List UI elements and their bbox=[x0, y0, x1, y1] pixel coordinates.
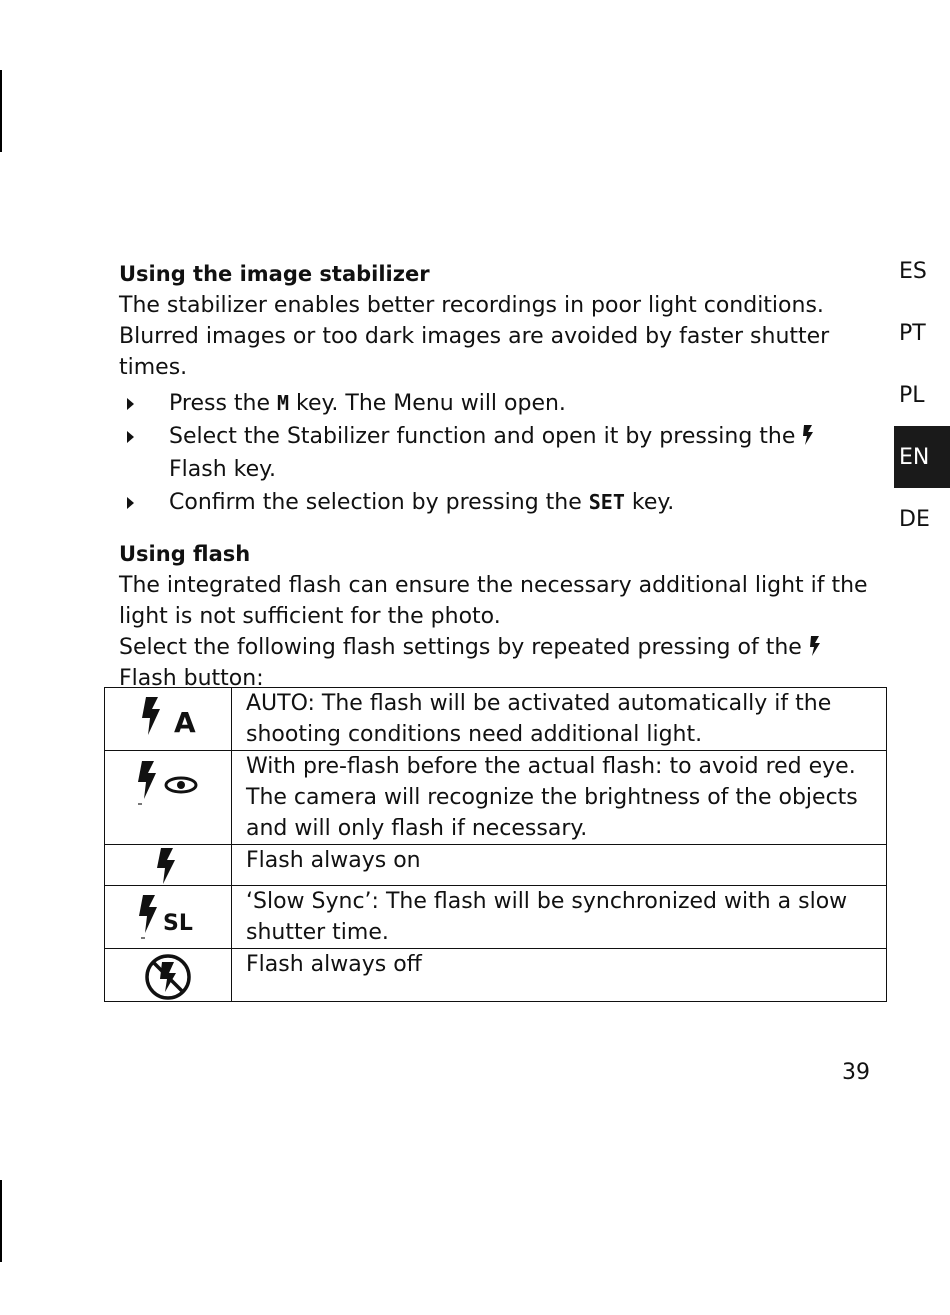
flash-mode-description: AUTO: The flash will be activated automatically if the shooting conditions need additional light. bbox=[232, 688, 887, 751]
table-row bbox=[105, 949, 887, 1002]
language-tab-es[interactable]: ES bbox=[899, 258, 927, 284]
set-key-label: SET bbox=[588, 490, 625, 514]
svg-text:A: A bbox=[174, 706, 196, 738]
svg-text:SL: SL bbox=[163, 911, 193, 936]
flash-off-icon bbox=[144, 953, 192, 1001]
flash-on-icon bbox=[153, 847, 183, 885]
flash-mode-description: Flash always on bbox=[232, 845, 887, 886]
bullet-arrow-icon bbox=[127, 497, 134, 509]
table-row bbox=[105, 845, 887, 886]
flash-mode-description: Flash always off bbox=[232, 949, 887, 1002]
language-tab-en[interactable]: EN bbox=[894, 426, 950, 488]
crop-mark-bottom bbox=[0, 1180, 2, 1262]
flash-mode-description: ‘Slow Sync’: The flash will be synchronized with a slow shutter time. bbox=[232, 886, 887, 949]
stabilizer-heading: Using the image stabilizer bbox=[119, 262, 430, 286]
flash-red-eye-icon bbox=[136, 757, 200, 807]
flash-bolt-icon bbox=[809, 636, 821, 656]
language-tab-de[interactable]: DE bbox=[899, 506, 930, 532]
table-row bbox=[105, 688, 887, 751]
list-item: Select the Stabilizer function and open it by pressing the Flash key. bbox=[119, 420, 879, 486]
flash-mode-description: With pre-flash before the actual flash: to avoid red eye. The camera will recognize the brightness of the objects and will only flash if necessary. bbox=[232, 751, 887, 845]
main-content bbox=[119, 259, 879, 694]
crop-mark-top bbox=[0, 70, 2, 152]
flash-select-instruction: Select the following flash settings by repeated pressing of the Flash button: bbox=[119, 632, 879, 694]
table-row bbox=[105, 886, 887, 949]
bullet-arrow-icon bbox=[127, 398, 134, 410]
page-number: 39 bbox=[842, 1060, 870, 1085]
flash-intro: The integrated flash can ensure the necessary additional light if the light is not sufficient for the photo. bbox=[119, 573, 868, 629]
flash-heading: Using flash bbox=[119, 542, 251, 566]
stabilizer-steps bbox=[119, 387, 879, 519]
table-row bbox=[105, 751, 887, 845]
bullet-arrow-icon bbox=[127, 431, 134, 443]
language-tab-pt[interactable]: PT bbox=[899, 320, 926, 346]
language-tab-pl[interactable]: PL bbox=[899, 382, 925, 408]
m-key-label: M bbox=[277, 391, 290, 415]
list-item: Press the M key. The Menu will open. bbox=[119, 387, 879, 420]
language-tabs bbox=[894, 240, 950, 550]
list-item: Confirm the selection by pressing the SET key. bbox=[119, 486, 879, 519]
stabilizer-intro: The stabilizer enables better recordings in poor light conditions. Blurred images or too dark images are avoided by faster shutter times. bbox=[119, 293, 830, 380]
flash-auto-icon bbox=[138, 694, 198, 738]
flash-bolt-icon bbox=[802, 425, 814, 445]
flash-slow-sync-icon bbox=[135, 892, 201, 940]
flash-modes-table bbox=[104, 687, 887, 1002]
